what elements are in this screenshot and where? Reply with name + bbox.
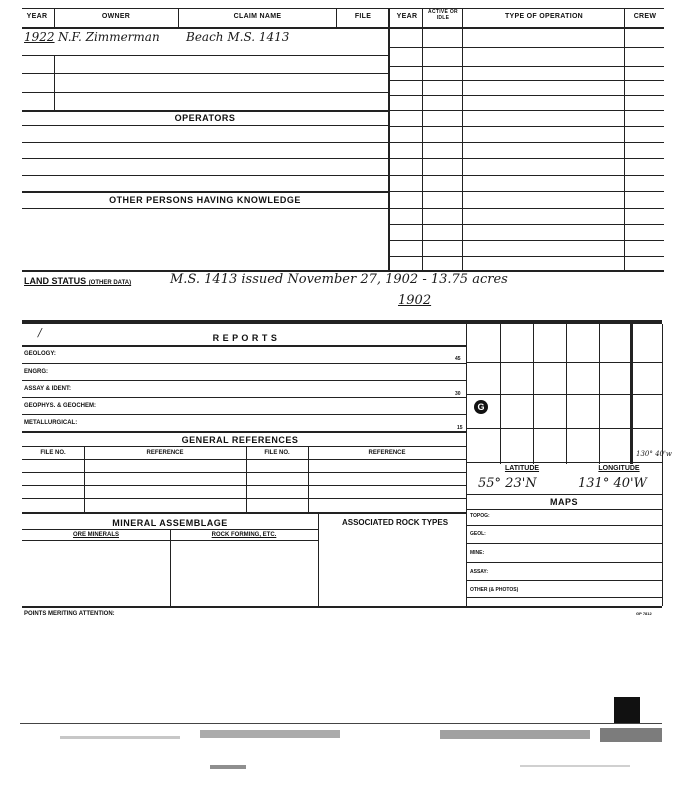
report-metallurgical-label: METALLURGICAL: <box>24 420 78 426</box>
gr-col-reference-2: REFERENCE <box>368 450 406 456</box>
row-line <box>466 543 662 544</box>
row-line <box>22 142 388 143</box>
map-geol: GEOL: <box>470 531 486 537</box>
row-line <box>22 363 466 364</box>
scan-artifact-block <box>614 697 640 723</box>
col-header-file: FILE <box>354 13 372 20</box>
reports-heading: R E P O R T S <box>212 333 278 343</box>
scan-noise <box>210 765 246 769</box>
row-line <box>22 472 466 473</box>
row-line <box>22 345 466 347</box>
land-status-label-text: LAND STATUS <box>24 276 87 286</box>
col-header-year: YEAR <box>26 13 48 20</box>
row-line <box>22 175 388 176</box>
scan-noise <box>60 736 180 739</box>
row-line <box>22 446 466 447</box>
other-persons-heading: OTHER PERSONS HAVING KNOWLEDGE <box>109 195 301 205</box>
grid-line <box>466 394 662 395</box>
land-status-sublabel: (OTHER DATA) <box>88 280 132 286</box>
longitude-label: LONGITUDE <box>598 465 640 472</box>
grid-line <box>466 428 662 429</box>
report-engrg-label: ENGRG: <box>24 369 48 375</box>
row-line-right <box>388 66 664 67</box>
row-line-right <box>388 256 664 257</box>
header-bottom-border <box>22 27 664 29</box>
map-other: OTHER (& PHOTOS) <box>470 587 519 593</box>
row-line <box>466 580 662 581</box>
row-line <box>22 158 388 159</box>
report-assay-label: ASSAY & IDENT: <box>24 386 72 392</box>
associated-rock-types: ASSOCIATED ROCK TYPES <box>341 518 449 527</box>
gr-col-reference-1: REFERENCE <box>146 450 184 456</box>
grid-line <box>466 362 662 363</box>
col-header-type-of-operation: TYPE OF OPERATION <box>504 13 584 20</box>
row-line-right <box>388 126 664 127</box>
report-geology-num: 45 <box>455 356 461 362</box>
land-status-label <box>24 276 131 286</box>
row-line-right <box>388 95 664 96</box>
map-topog: TOPOG: <box>470 513 490 519</box>
row-line <box>22 512 466 514</box>
entry-year: 1922 <box>24 30 55 44</box>
col-header-crew: CREW <box>633 13 657 20</box>
location-marker: G <box>474 400 488 414</box>
page-mark: / <box>38 326 42 339</box>
land-status-year: 1902 <box>398 293 432 308</box>
col-header-owner: OWNER <box>101 13 131 20</box>
row-line <box>22 498 466 499</box>
row-line <box>22 459 466 460</box>
row-line <box>466 525 662 526</box>
row-line-right <box>388 208 664 209</box>
report-metallurgical-num: 15 <box>457 425 463 431</box>
points-meriting-attention: POINTS MERITING ATTENTION: <box>24 611 115 617</box>
row-line-right <box>388 158 664 159</box>
scan-noise <box>600 728 662 742</box>
reports-bottom-border <box>22 606 466 608</box>
divider <box>84 446 85 512</box>
row-line <box>22 55 388 56</box>
rock-forming-header: ROCK FORMING, ETC. <box>211 532 277 538</box>
report-geology-label: GEOLOGY: <box>24 351 56 357</box>
top-border <box>22 8 664 9</box>
divider <box>336 8 337 27</box>
row-line <box>22 208 388 209</box>
general-references-heading: GENERAL REFERENCES <box>181 435 299 445</box>
land-status-text: M.S. 1413 issued November 27, 1902 - 13.75 acres <box>170 272 508 287</box>
row-line <box>466 494 662 495</box>
gr-col-file-no-1: FILE NO. <box>40 450 66 456</box>
row-line <box>22 414 466 415</box>
row-line-right <box>388 47 664 48</box>
divider <box>170 529 171 606</box>
divider <box>54 8 55 27</box>
divider <box>318 512 319 606</box>
longitude-value: 131° 40'W <box>578 476 647 491</box>
row-line <box>22 191 388 193</box>
entry-owner: N.F. Zimmerman <box>58 30 160 44</box>
row-line <box>466 562 662 563</box>
gr-col-file-no-2: FILE NO. <box>264 450 290 456</box>
maps-heading: MAPS <box>549 497 578 507</box>
scan-artifact-line <box>20 723 662 724</box>
longitude-note: 130° 40'w <box>636 450 672 458</box>
latitude-value: 55° 23'N <box>478 476 537 491</box>
form-number: GP 7812 <box>636 611 652 616</box>
row-line <box>466 509 662 510</box>
map-mine: MINE: <box>470 550 485 556</box>
row-line-right <box>388 80 664 81</box>
scan-noise <box>520 765 630 767</box>
row-line <box>466 597 662 598</box>
grid-line <box>466 462 662 463</box>
map-assay: ASSAY: <box>470 569 489 575</box>
row-line <box>22 125 388 126</box>
row-line <box>22 110 388 112</box>
row-line <box>22 397 466 398</box>
row-line <box>22 485 466 486</box>
divider <box>178 8 179 27</box>
col-header-year-2: YEAR <box>396 13 418 20</box>
col-header-claim-name: CLAIM NAME <box>233 13 282 20</box>
latitude-label: LATITUDE <box>504 465 540 472</box>
row-line-right <box>388 175 664 176</box>
ore-minerals-header: ORE MINERALS <box>72 532 119 538</box>
row-line <box>22 380 466 381</box>
divider <box>54 55 55 110</box>
maps-bottom-border <box>466 606 662 608</box>
row-line-right <box>388 142 664 143</box>
mineral-assemblage-heading: MINERAL ASSEMBLAGE <box>112 518 228 528</box>
entry-claim: Beach M.S. 1413 <box>186 30 290 44</box>
report-geophys-label: GEOPHYS. & GEOCHEM: <box>24 403 97 409</box>
row-line <box>22 73 388 74</box>
row-line <box>22 92 388 93</box>
report-assay-num: 30 <box>455 391 461 397</box>
divider <box>246 446 247 512</box>
row-line-right <box>388 191 664 192</box>
row-line-right <box>388 110 664 111</box>
location-right-border <box>662 324 663 606</box>
row-line-right <box>388 224 664 225</box>
operators-heading: OPERATORS <box>174 113 236 123</box>
scan-noise <box>440 730 590 739</box>
row-line <box>22 431 466 433</box>
location-left-border <box>466 324 467 606</box>
col-header-active-idle: ACTIVE OR IDLE <box>428 9 458 21</box>
divider <box>308 446 309 512</box>
row-line-right <box>388 240 664 241</box>
scan-noise <box>200 730 340 738</box>
